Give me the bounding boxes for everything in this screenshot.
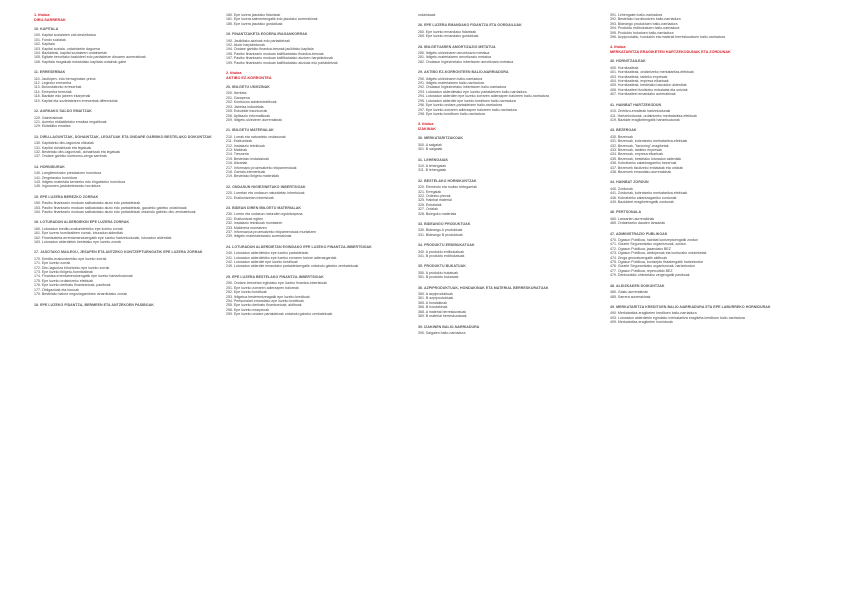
chapter-heading (418, 122, 604, 131)
section-title: 33. BIDEANGO PRODUKTUAK (418, 222, 471, 226)
section-title: 35. PRODUKTU BUKATUAK (418, 264, 466, 269)
account-section (226, 275, 412, 317)
account-item: 331. Bideango B produktuak (418, 232, 463, 237)
account-item: 239. Ibilgetu materialetarako aurrerakinak (226, 234, 292, 239)
account-item: 170. Kreditu-erakundeekiko epe luzeko zorrak (34, 256, 107, 261)
account-section (610, 103, 796, 123)
account-item: 114. Erreserba bereziak (34, 89, 72, 94)
section-title: 36. AZPIPRODUKTUAK, HONDAKINAK ETA MATERIAL BERRESKURATUAK (418, 285, 549, 290)
section-title: 10. KAPITALA (34, 27, 59, 31)
account-section (34, 27, 220, 64)
account-item: 242. Loturadun alderdiei epe luzeko kredituak (226, 260, 298, 265)
account-item: 160. Loturadun kreditu-erakundeekiko epe luzeko zorrak (34, 226, 123, 231)
account-item: ordainkaak (418, 13, 436, 17)
chapter-heading-line: 2. titulua (226, 71, 242, 76)
chapter-heading-line: MERKATARITZA ERAGIKETEN HARTZEKODUNAK ETA ZORDUNAK (610, 49, 731, 54)
account-item: 393. Bideango produktuen balio-narriadura (610, 21, 678, 26)
section-title: 31. LEHENGAIAK (418, 157, 449, 162)
section-title: 28. IBILGETUAREN AMORTIZAZIO METATUA (418, 44, 496, 49)
column-4 (610, 13, 796, 331)
account-item: 435. Bezeroak, bestelako loturadun alderdiak (610, 156, 682, 161)
account-item: 102. Kapitala (34, 42, 55, 47)
section-title: 21. IBILGETU MATERIALAK (226, 128, 274, 133)
account-item: 290. Ibilgetu ukiezinaren balio-narriadura (418, 76, 483, 81)
section-title: 11. ERRESERBAK (34, 70, 66, 75)
section-title: 41. HAINBAT HARTZEKODUN (610, 102, 662, 107)
account-item: 405. Hornitzaileak, bestelako loturadun alderdiak (610, 83, 687, 88)
account-item: 366. B hondakinak (418, 305, 448, 310)
section-title: 44. HAINBAT ZORDUN (610, 180, 649, 185)
section-title: 18. EPE LUZEKO FIDANTZA, BERMEEN ETA ANTZEKOEN PASIBOAK (34, 302, 154, 307)
section-title: 26. EPE LUZERA EMANDAKO FIDANTZA ETA GORDAILUAK (418, 23, 522, 28)
section-title: 47. ADMINISTRAZIO PUBLIKOAK (610, 231, 668, 236)
account-item: 250. Ondare-tresnetan egindako epe luzeko finantza-inbertsioak (226, 281, 327, 286)
account-item: 100. Kapital sozialaren zati deskribatua (34, 33, 96, 38)
account-item: 440. Zordunak (610, 186, 633, 191)
chapter-heading-line: IZAKINAK (418, 126, 436, 131)
section-title: 29. AKTIBO EZ-KORRONTEEN BALIO-NARRIADURA (418, 70, 509, 75)
account-item: 470. Ogasun Publikoa, hainbat kontzeptuengatik zordun (610, 238, 699, 243)
account-item: 113. Borondatezko erreserbak (34, 85, 82, 90)
account-item: 350. A produktu bukatuak (418, 270, 459, 275)
section-title: 48. ALDIZKAKEN DOIKUNTZAK (610, 283, 665, 288)
account-item: 211. Eraikuntzak (226, 139, 253, 144)
account-section (34, 135, 220, 159)
account-item: 310. A lehengaiak (418, 163, 447, 168)
account-item: 480. Gastu aurrerakinak (610, 290, 649, 295)
account-section (226, 185, 412, 200)
account-item: 145. Ingurumen-jarduketetarako hornidura (34, 184, 101, 189)
chapter-heading-line: AKTIBO EZ-KORRONTEA (226, 75, 272, 80)
account-section (610, 305, 796, 325)
chapter-heading-line: 3. titulua (418, 122, 434, 127)
account-item: 141. Zergetarako hornidura (34, 175, 77, 180)
account-item: 130. Kapitaleko diru-laguntza ofizialak (34, 141, 94, 146)
account-item: 471. Gizarte Segurantzako organismoak, zordun (610, 242, 687, 247)
account-item: 231. Eraikuntzak egiten (226, 216, 264, 221)
account-item: 473. Ogasun Publikoa, atxikipenak eta konturako ordainketak (610, 251, 707, 256)
account-item: 106. Kapitala mugatuak eskatutako kapitala ordaindu gabe (34, 59, 127, 64)
account-item: 121. Aurreko ekitaldietako emaitza negatiboak (34, 119, 107, 124)
account-item: 162. Finantzaketa-errentamenduengatik epe luzeko hartzekodunak, loturadun alderdiak (34, 235, 172, 240)
account-item: 436. Kobratzeko zalantzagarriko bezeroak (610, 161, 677, 166)
account-item: 340. A produktu erdibukatuak (418, 249, 464, 254)
account-item: 104. Bazkideak, kapital sozialaren ordainketak (34, 51, 107, 56)
account-item: 430. Bezeroak (610, 134, 633, 139)
account-item: 254. Pertsonalari emandako epe luzeko kredituak (226, 298, 304, 303)
column-1 (34, 13, 220, 313)
account-item: 180. Epe luzera jasotako fidantzak (226, 13, 281, 17)
account-item: 213. Makinak (226, 147, 248, 152)
account-item: 192. Akzio harpidedunak (226, 43, 265, 48)
account-item: 129. Ekitaldiko emaitza (34, 124, 71, 129)
account-item: 251. Epe luzeko zorraren adierazpen baloreak (226, 285, 299, 290)
account-section (418, 179, 604, 216)
account-item: 434. Bezeroak, enpresa elkartuak (610, 152, 664, 157)
account-item: 206. Aplikazio informatikoak (226, 113, 270, 118)
account-item: 395. Produktu bukatuen balio-narriadura (610, 30, 674, 35)
column-3 (418, 13, 604, 341)
account-item: 154. Pasibo finantzario moduan sailkatutako akzio edo partaidetzak ordaindu gabeko diru zenbatekoak (34, 210, 196, 214)
account-item: 419. Bazkide eragiketengatik hartzekodunak (610, 117, 680, 122)
account-item: 301. B salgaiak (418, 147, 443, 152)
account-item: 401. Hornitzaileak, ordaintzeko merkataritza-efektuak (610, 70, 694, 75)
account-section (418, 45, 604, 65)
account-item: 105. Egitate beroritako bazkideei edo partaidetze diruaren aurrerakinak (34, 55, 146, 60)
account-section (418, 325, 604, 336)
account-item: 120. Gainerakinak (34, 115, 63, 120)
account-item: 325. Hainbat material (418, 198, 452, 203)
account-item: 252. Epe luzeko kredituak (226, 290, 267, 295)
account-item: 118. Bazkide edo jabeen ekarpenak (34, 94, 91, 99)
account-item: 256. Epe luzeko ezarpenak (226, 307, 269, 312)
section-title: 34. PRODUKTU ERDIBUKATUAK (418, 243, 475, 248)
account-item: 195. Pasibo finantzario moduan kalifikatutako finantza-tresnak (226, 51, 324, 56)
account-section (226, 128, 412, 178)
account-item: 232. Instalazio teknikoak muntatzen (226, 221, 283, 226)
account-item: 431. Bezeroak, kobratzeko merkataritza-efektuak (610, 139, 688, 144)
account-item: 237. Informazioa prozesatzeko ekipamenduak muntatzen (226, 230, 317, 235)
section-title: 24. LOTURADUN ALDERDIETAN EGINDAKO EPE LUZEKO FINANTZA-INBERTSIOAK (226, 244, 372, 249)
account-item: 209. Ibilgetu ukiezinen aurrerakinak (226, 117, 282, 122)
account-item: 265. Epe luzeko emandako gordailuak (418, 34, 479, 39)
account-item: 407. Hornitzaileei emandako aurrerakinak (610, 92, 676, 97)
section-title: 15. EPE LUZERA BEREZKO ZORRAK (34, 194, 99, 199)
account-item: 472. Ogasun Publikoa, jasandako BEZ (610, 246, 671, 251)
section-title: 49. MERKATARITZA KREDITUEN BALIO-NARRIADURA ETA EPE LABURREKO HORNIDURAK (610, 304, 771, 309)
account-item: 328. Bulegoko materiala (418, 211, 457, 216)
account-item: 361. B azpiproduktuak (418, 296, 454, 301)
account-item: 218. Garraio-elementuak (226, 169, 266, 174)
account-item: 281. Ibilgetu materialaren amortizazio metatua (418, 55, 491, 60)
account-section (610, 59, 796, 96)
section-title: 23. BIDEAN DIREN IBILGETU MATERIALAK (226, 206, 302, 210)
account-item: 493. Loturadun alderdiekin egindako merkataritza eragiketa kredituen balio-narriadura (610, 315, 745, 320)
account-item: 460. Lansarien aurrerakinak (610, 216, 655, 221)
account-item: 185. Epe luzera jasotako gordailuak (226, 21, 283, 26)
section-title: 30. MERKATARITZAKOAK (418, 136, 464, 141)
account-section (418, 70, 604, 116)
account-section (34, 195, 220, 215)
account-item: 103. Kapital soziala, ordaintzeke dagoena (34, 46, 100, 51)
account-item: 485. Sarrera aurrerakinak (610, 294, 651, 299)
account-item: 293. Loturadun alderdietako epe luzeko partaidetzen balio-narriadura (418, 89, 527, 94)
account-item: 411. Hartzekodunak, ordaintzeko merkataritza-efektuak (610, 113, 697, 118)
account-item: 205. Eskubide iraunkorrak (226, 109, 268, 114)
account-item: 390. Salgaien balio-narriadura (418, 330, 466, 335)
section-title: 46. PERTSONALA (610, 210, 642, 215)
account-item: 200. Ikerketa (226, 91, 247, 96)
account-item: 174. Finantza-errentamenduengatik epe luzeko hartzekodunak (34, 274, 133, 279)
account-item: 432. Bezeroak, "factoring"-eragiketak (610, 143, 669, 148)
section-title: 17. JASOTAKO MAILEGU, JESAPEN ETA ANTZEKO KONTZEPTUENGATIK EPE LUZERA ZORRAK (34, 250, 203, 255)
account-item: 233. Makineria muntatzen (226, 225, 267, 230)
account-item: 292. Ondasun higiezinetako inbertsioen balio-narriadura (418, 85, 507, 90)
account-item: 219. Bestelako ibilgetu materialak (226, 174, 280, 179)
section-title: 32. BESTELAKO HORNIKUNTZAK (418, 178, 477, 183)
account-item: 190. Jaulkitako akzioak edo partaidetzak (226, 38, 290, 43)
section-title: 20. IBILGETU UKIEZINAK (226, 85, 270, 90)
account-item: 212. Instalazio teknikoak (226, 143, 265, 148)
account-item: 203. Jabetza industriala (226, 104, 264, 109)
account-item: 255. Epe luzeko deribatu finantzarioak, aktiboak (226, 303, 302, 308)
account-item: 119. Kapital eta sozietatearen erreserbak diferentziak (34, 98, 118, 103)
account-item: 433. Bezeroak, taldeko enpresak (610, 147, 662, 152)
account-item: 441. Zordunak, kobratzeko merkataritza-efektuak (610, 191, 688, 196)
account-item: 368. A material berreskuratuak (418, 309, 467, 314)
account-section (226, 13, 412, 26)
account-section (226, 32, 412, 65)
account-item: 101. Fondo sozialak (34, 37, 66, 42)
account-item: 199. Pasibo finantzario moduan kalifikatutako akzioak edo partaidetzak (226, 60, 338, 65)
chapter-heading (226, 71, 412, 80)
account-item: 298. Epe luzeko kredituen balio-narriadura (418, 111, 485, 116)
account-item: 311. B lehengaiak (418, 168, 447, 173)
chapter-heading-line: DIRU-SARRERAK (34, 17, 66, 22)
account-item: 322. Ordezko piezak (418, 193, 451, 198)
account-item: 217. Informazio prozesatzeko ekipamenduak (226, 165, 297, 170)
account-item: 202. Kontsiono administratiboak (226, 100, 277, 105)
account-item: 300. A salgaiak (418, 142, 442, 147)
account-item: 163. Loturadun alderdiekin bestelako epe luzeko zorrak (34, 240, 122, 245)
account-section (418, 286, 604, 319)
account-item: 479. Denboraldiz ohiezetako zergengatik pasiboak (610, 273, 690, 278)
section-title: 25. EPE LUZERA BESTELAKO FINANTZA-INBERTSIOAK (226, 274, 324, 279)
account-item: 220. Lurretan eta ondasun naturaletan inbertsioak (226, 191, 305, 196)
account-item: 140. Langileentzako prestazioen hornidura (34, 171, 102, 176)
account-section (610, 180, 796, 204)
section-title: 16. LOTURADUN ALDERDIEKIN EPE LUZERA ZORRAK (34, 220, 130, 225)
account-item: 410. Zerbitzu-emaileak hartzekodunak (610, 109, 671, 114)
account-item: 400. Hornitzaileak (610, 65, 639, 70)
section-title: 39. IZAKINEN BALIO-NARRIADURA (418, 324, 480, 329)
section-title: 19. FINANTZAKETA EGOERA IRAGANKORRAK (226, 32, 308, 37)
account-item: 391. Lehengaien balio-narriadura (610, 13, 663, 17)
account-item: 177. Obligazioak eta bonuak (34, 287, 79, 292)
account-item: 320. Elementu eta multzo birtegarriak (418, 185, 477, 190)
account-item: 438. Bezeroek emandako aurrerakinak (610, 169, 672, 174)
account-item: 197. Pasibo finantzario moduan kalifikatutako akzioen harpidedunak (226, 56, 334, 61)
account-section (226, 206, 412, 239)
account-item: 297. Epe luzeko zorraren adierazpen baloreen balio-narriadura (418, 107, 517, 112)
account-section (418, 13, 604, 17)
account-item: 296. Epe luzeko ondare-partaidetzen balio-narriadura (418, 103, 502, 108)
column-2 (226, 13, 412, 323)
account-item: 394. Produktu erdibukatuen balio-narriadura (610, 26, 680, 31)
account-item: 210. Lurrak eta naturaleko ondasunak (226, 134, 286, 139)
account-item: 404. Hornitzaileak, enpresa elkartuak (610, 79, 669, 84)
account-item: 365. A hondakinak (418, 300, 447, 305)
account-item: 230. Lurren eta ondasun naturalen egokitzapena (226, 212, 303, 217)
account-item: 110. Jaulkipen- edo berraginatze-prima (34, 76, 96, 81)
account-item: 181. Epe luzera salmentengatik edo jasotako aurrerakinak (226, 17, 318, 22)
section-title: 43. BEZEROAK (610, 128, 637, 133)
chapter-heading-line: 1. titulua (34, 13, 50, 17)
account-item: 327. Ontziak (418, 207, 438, 212)
account-item: 175. Epe luzeko ordaintzeko efektuak (34, 278, 94, 283)
account-item: 215. Bestelako instalazioak (226, 156, 269, 161)
account-section (34, 250, 220, 296)
account-item: 291. Ibilgetu materialaren balio-narriadura (418, 81, 484, 86)
account-item: 474. Zerga geroratuengatik aktiboak (610, 255, 667, 260)
account-item: 465. Ordaintzeko dauden lansariak (610, 221, 666, 226)
account-item: 392. Bestelako hornikuntzen balio-narriadura (610, 17, 681, 22)
account-item: 216. Altzariak (226, 161, 248, 166)
account-item: 112. Legezko erreserba (34, 81, 72, 86)
account-section (610, 210, 796, 225)
account-item: 179. Bestelako balore negoziagarrietan oinarritutako zorrak (34, 292, 128, 297)
account-item: 499. Merkataritza-eragiketen hornidurak (610, 320, 673, 325)
account-section (610, 128, 796, 174)
account-section (418, 222, 604, 237)
account-item: 490. Merkataritza-eragiketen kredituen balio-narriadura (610, 311, 697, 316)
account-section (418, 158, 604, 173)
account-item: 475. Ogasun Publikoa, kontzeptu fiskalengatik hartzekodun (610, 260, 704, 265)
account-item: 326. Enbalaiak (418, 202, 442, 207)
section-title: 40. HORNITZAILEAK (610, 59, 646, 64)
account-item: 403. Hornitzaileak, taldeko enpresak (610, 74, 668, 79)
account-item: 449. Bazkideei eragiketengatik zordunak (610, 200, 674, 204)
section-title: 22. ONDASUN HIGIEZINETAKO INBERTSIOAK (226, 184, 306, 189)
account-section (418, 23, 604, 38)
account-item: 153. Pasibo finantzario moduan sailkatutako akzio edo partaidetzak, gaudeko gabeko ordainkaak (34, 205, 187, 210)
account-item: 176. Epe luzeko deribatu finantzarioak, pasiboak (34, 283, 111, 288)
account-item: 341. B produktu erdibukatuak (418, 254, 465, 259)
account-item: 253. Ibilgetua besterentzeagatik epe luzeko kredituak (226, 294, 310, 299)
account-item: 249. Loturadun alderdiei emandako partaidetzengatik ordaindu gabeko zenbatekoak (226, 264, 359, 269)
chapter-heading (34, 13, 220, 22)
account-item: 295. Loturadun alderdiei epe luzeko kredituen balio-narriadura (418, 98, 516, 103)
account-item: 131. Kapital dohaintzak eta legatuak (34, 145, 92, 150)
account-item: 321. Erregaiak (418, 189, 442, 194)
account-item: 240. Loturadun alderdiekiko epe luzeko partaidetzak (226, 251, 309, 256)
account-item: 132. Bestelako diru-laguntzak, dohaintzak eta legatuak (34, 149, 121, 154)
account-section (610, 284, 796, 299)
account-section (34, 303, 220, 307)
account-item: 221. Eraikuntzetan inbertsioak (226, 195, 274, 200)
account-section (34, 70, 220, 103)
account-item: 259. Epe luzeko ondare partaidetzak ordaindu gabeko zenbatekoak (226, 312, 333, 317)
account-item: 477. Ogasun Publikoa, repercutido BEZ (610, 268, 673, 273)
account-section (610, 232, 796, 278)
account-section (418, 243, 604, 258)
account-item: 194. Ondare garbiko finantza-tresnak jaulkitako kapitala (226, 47, 314, 52)
account-item: 330. Bideango A produktuak (418, 228, 463, 233)
section-title: 12. AURKAKO SALDO EMAITZAK (34, 109, 92, 114)
section-title: 13. DIRU-LAGUNTZAK, DOHAINTZAK, LEGATUAK ETA ONDARE GARBIKO BESTELAKO DOIKUNTZAK (34, 134, 212, 139)
account-item: 161. Epe luzera hornitzaileen zorrak, loturadun alderdiak (34, 231, 123, 236)
account-section (418, 264, 604, 279)
account-item: 446. Kobratzeko zalantzagarriko zordunak (610, 195, 677, 200)
account-item: 476. Gizarte Segurantzako organismoak, hartzekodun (610, 264, 695, 269)
chapter-heading-line: 4. titulua (610, 45, 626, 50)
account-item: 150. Pasibo finantzario moduan sailkatutako akzio edo partaidetzak (34, 201, 141, 206)
account-section (226, 85, 412, 122)
account-item: 171. Epe luzeko zorrak (34, 261, 71, 266)
account-item: 173. Epe luzeko ibilgetu-hornitzaileak (34, 270, 93, 275)
account-item: 437. Bezeroek itzultzeko enbalaiak eta ontziak (610, 165, 683, 170)
account-item: 396. Azpiproduktu, hondakin eta material berreskuratuen balio-narriadura (610, 35, 725, 40)
account-item: 241. Loturadun alderdiekiko epe luzeko zorraren balore adierazgarriak (226, 255, 337, 260)
account-section (34, 220, 220, 244)
account-section (610, 13, 796, 39)
account-item: 214. Tresneria (226, 152, 249, 157)
account-item: 143. Ibilgetu materiala kentzeko edo birgaitzeko hornidura (34, 179, 126, 184)
account-section (34, 109, 220, 129)
account-section (34, 165, 220, 189)
chapter-heading (610, 45, 796, 54)
account-item: 369. B material berreskuratuak (418, 314, 467, 319)
section-title: 14. HORNIDURAK (34, 164, 65, 169)
account-item: 201. Garapena (226, 95, 250, 100)
account-item: 360. A azpiproduktuak (418, 292, 453, 297)
account-item: 280. Ibilgetu ukiezinaren amortizazio metatua (418, 51, 490, 56)
account-section (418, 136, 604, 151)
account-item: 406. Hornitzaileei itzultzeko enbalaiak eta ontziak (610, 87, 688, 92)
account-section (226, 245, 412, 269)
account-item: 137. Ondare garbiko kontsumo-zerga sarrerak (34, 154, 107, 159)
account-item: 260. Epe luzeko emandako fidantzak (418, 29, 477, 34)
account-item: 294. Loturadun alderdien epe luzeko zorraren adierazpen baloreen balio-narriadura (418, 94, 549, 99)
account-item: 351. B produktu bukatuak (418, 275, 459, 280)
account-item: 172. Diru-laguntza bihurtzeko epe luzeko zorrak (34, 265, 110, 270)
account-item: 282. Ondasun higiezinetako inbertsioen amortizazio metatua (418, 59, 514, 64)
